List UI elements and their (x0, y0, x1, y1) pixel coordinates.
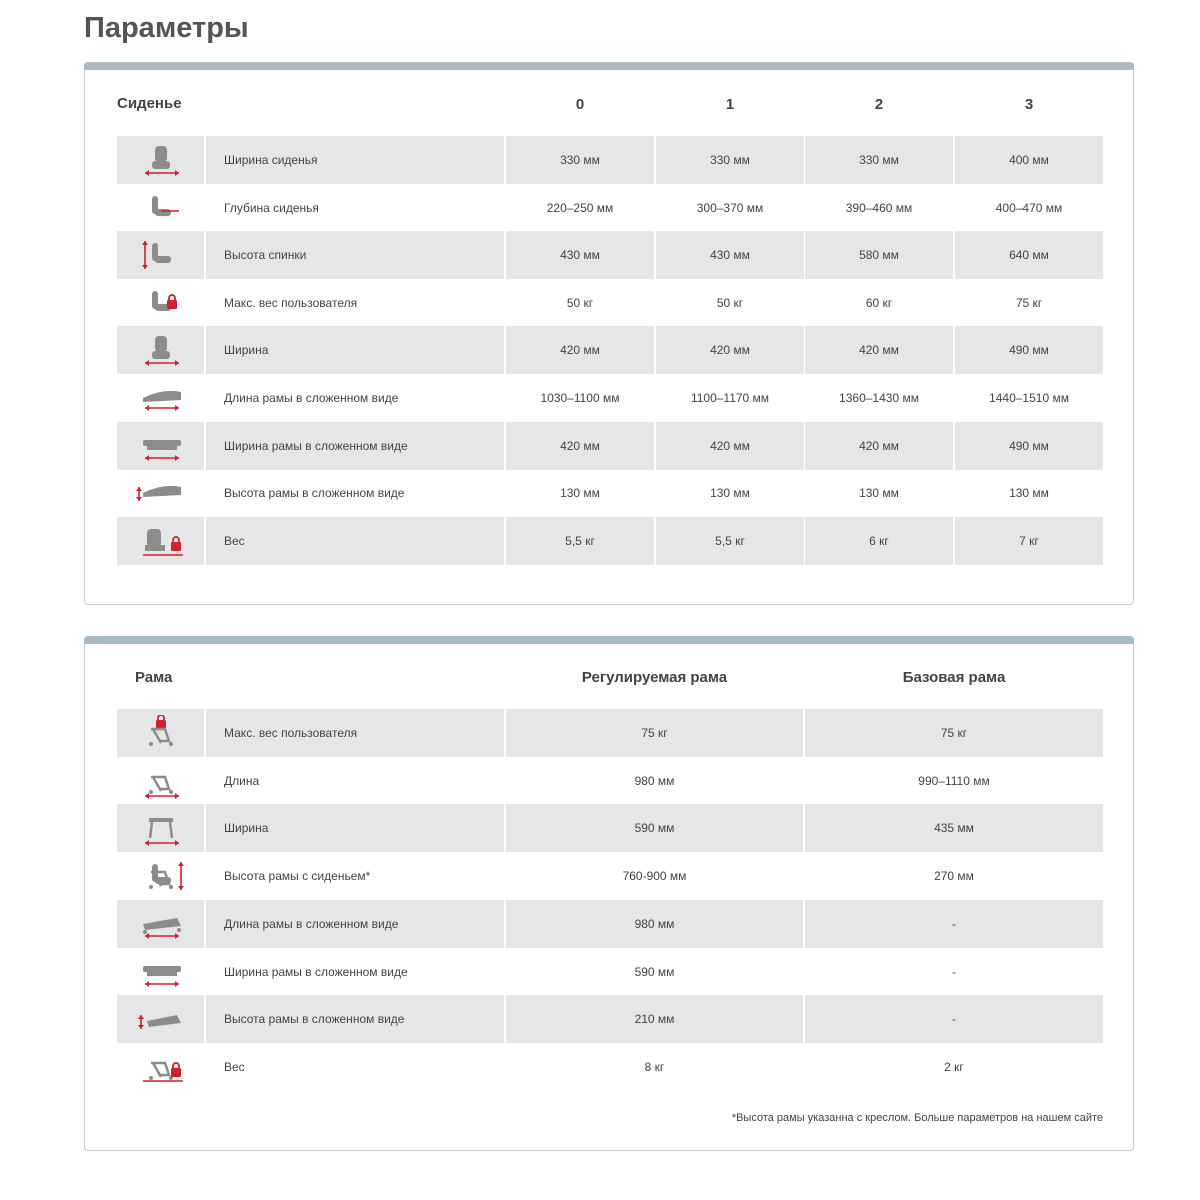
table-row (117, 709, 1103, 757)
value-cell: 390–460 мм (845, 200, 913, 215)
value-cell: 130 мм (710, 486, 750, 501)
value-cell: 75 кг (506, 709, 803, 757)
value-cell: 420 мм (656, 422, 804, 470)
frame-max-user-weight-icon (117, 709, 204, 757)
table-row (117, 948, 1103, 996)
row-label: Высота рамы в сложенном виде (224, 486, 405, 501)
row-label: Вес (224, 1059, 245, 1074)
value-cell: 75 кг (805, 709, 1103, 757)
footnote: *Высота рамы указанна с креслом. Больше параметров на нашем сайте (731, 1112, 1103, 1124)
value-cell: 420 мм (805, 422, 953, 470)
value-cell: 430 мм (656, 231, 804, 279)
value-cell: 8 кг (644, 1059, 665, 1074)
value-cell: 990–1110 мм (918, 773, 990, 788)
table-row (117, 184, 1103, 232)
page-title: Параметры (84, 12, 249, 44)
row-label: Ширина сиденья (206, 136, 504, 184)
value-cell: 75 кг (1015, 295, 1043, 310)
value-cell: 330 мм (656, 136, 804, 184)
value-cell: 430 мм (506, 231, 654, 279)
value-cell: 580 мм (805, 231, 953, 279)
row-label: Ширина (206, 326, 504, 374)
row-label: Высота спинки (206, 231, 504, 279)
row-label: Макс. вес пользователя (224, 295, 358, 310)
value-cell: 435 мм (805, 804, 1103, 852)
value-cell: 130 мм (859, 486, 899, 501)
value-cell: 220–250 мм (546, 200, 614, 215)
folded-width-icon (117, 422, 204, 470)
value-cell: 300–370 мм (696, 200, 764, 215)
table-row (117, 517, 1103, 565)
value-cell: 1440–1510 мм (989, 391, 1069, 405)
value-cell: 6 кг (805, 517, 953, 565)
max-user-weight-icon (117, 279, 204, 327)
value-cell: 7 кг (955, 517, 1103, 565)
table-row (117, 757, 1103, 805)
row-label: Длина рамы в сложенном виде (224, 391, 399, 405)
row-label: Высота рамы в сложенном виде (206, 995, 504, 1043)
row-label: Высота рамы с сиденьем* (224, 869, 371, 884)
value-cell: - (805, 900, 1103, 948)
folded-height-icon (117, 469, 204, 517)
seat-parameters-panel (84, 62, 1134, 605)
value-cell: 1360–1430 мм (839, 391, 919, 405)
row-label: Ширина рамы в сложенном виде (206, 422, 504, 470)
row-label: Длина рамы в сложенном виде (206, 900, 504, 948)
table-row (117, 374, 1103, 422)
seat-column-header: 2 (874, 96, 884, 113)
table-row (117, 995, 1103, 1043)
table-row (117, 326, 1103, 374)
frame-weight-icon (117, 1043, 204, 1091)
value-cell: 1100–1170 мм (690, 391, 770, 405)
value-cell: 210 мм (506, 995, 803, 1043)
row-label: Ширина рамы в сложенном виде (224, 964, 408, 979)
value-cell: 1030–1100 мм (540, 391, 620, 405)
value-cell: 590 мм (506, 804, 803, 852)
value-cell: 5,5 кг (506, 517, 654, 565)
frame-seat-height-icon (117, 852, 204, 900)
value-cell: 400–470 мм (995, 200, 1063, 215)
frame-parameters-panel (84, 636, 1134, 1151)
frame-folded-height-icon (117, 995, 204, 1043)
row-label: Вес (206, 517, 504, 565)
backrest-height-icon (117, 231, 204, 279)
value-cell: 420 мм (506, 326, 654, 374)
width-icon (117, 326, 204, 374)
row-label: Длина (224, 773, 260, 788)
value-cell: 980 мм (634, 773, 675, 788)
row-label: Макс. вес пользователя (206, 709, 504, 757)
value-cell: 420 мм (805, 326, 953, 374)
value-cell: - (805, 995, 1103, 1043)
value-cell: 420 мм (656, 326, 804, 374)
frame-width-icon (117, 804, 204, 852)
value-cell: 400 мм (955, 136, 1103, 184)
value-cell: 270 мм (934, 869, 974, 884)
frame-folded-width-icon (117, 948, 204, 996)
value-cell: 130 мм (1009, 486, 1049, 501)
table-row (117, 422, 1103, 470)
frame-length-icon (117, 757, 204, 805)
row-label: Глубина сиденья (224, 200, 319, 215)
weight-icon (117, 517, 204, 565)
frame-table-header: Рама (135, 669, 173, 686)
value-cell: 5,5 кг (656, 517, 804, 565)
table-row (117, 852, 1103, 900)
table-row (117, 279, 1103, 327)
value-cell: 490 мм (955, 422, 1103, 470)
table-row (117, 469, 1103, 517)
value-cell: 2 кг (944, 1059, 964, 1074)
folded-length-icon (117, 374, 204, 422)
value-cell: 60 кг (865, 295, 893, 310)
value-cell: 590 мм (634, 964, 675, 979)
row-label: Ширина (206, 804, 504, 852)
value-cell: 50 кг (566, 295, 594, 310)
value-cell: 420 мм (506, 422, 654, 470)
seat-column-header: 1 (725, 96, 735, 113)
seat-width-icon (117, 136, 204, 184)
table-row (117, 136, 1103, 184)
value-cell: 640 мм (955, 231, 1103, 279)
seat-column-header: 0 (575, 96, 585, 113)
value-cell: 980 мм (506, 900, 803, 948)
value-cell: 50 кг (716, 295, 744, 310)
table-row (117, 804, 1103, 852)
value-cell: 330 мм (506, 136, 654, 184)
table-row (117, 231, 1103, 279)
value-cell: - (952, 964, 956, 979)
frame-folded-length-icon (117, 900, 204, 948)
table-row (117, 900, 1103, 948)
value-cell: 330 мм (805, 136, 953, 184)
table-row (117, 1043, 1103, 1091)
frame-column-header: Регулируемая рама (581, 669, 728, 686)
seat-column-header: 3 (1024, 96, 1034, 113)
seat-depth-icon (117, 184, 204, 232)
value-cell: 490 мм (955, 326, 1103, 374)
seat-table-header: Сиденье (117, 95, 182, 112)
value-cell: 760-900 мм (622, 869, 687, 884)
frame-column-header: Базовая рама (902, 669, 1006, 686)
value-cell: 130 мм (560, 486, 600, 501)
